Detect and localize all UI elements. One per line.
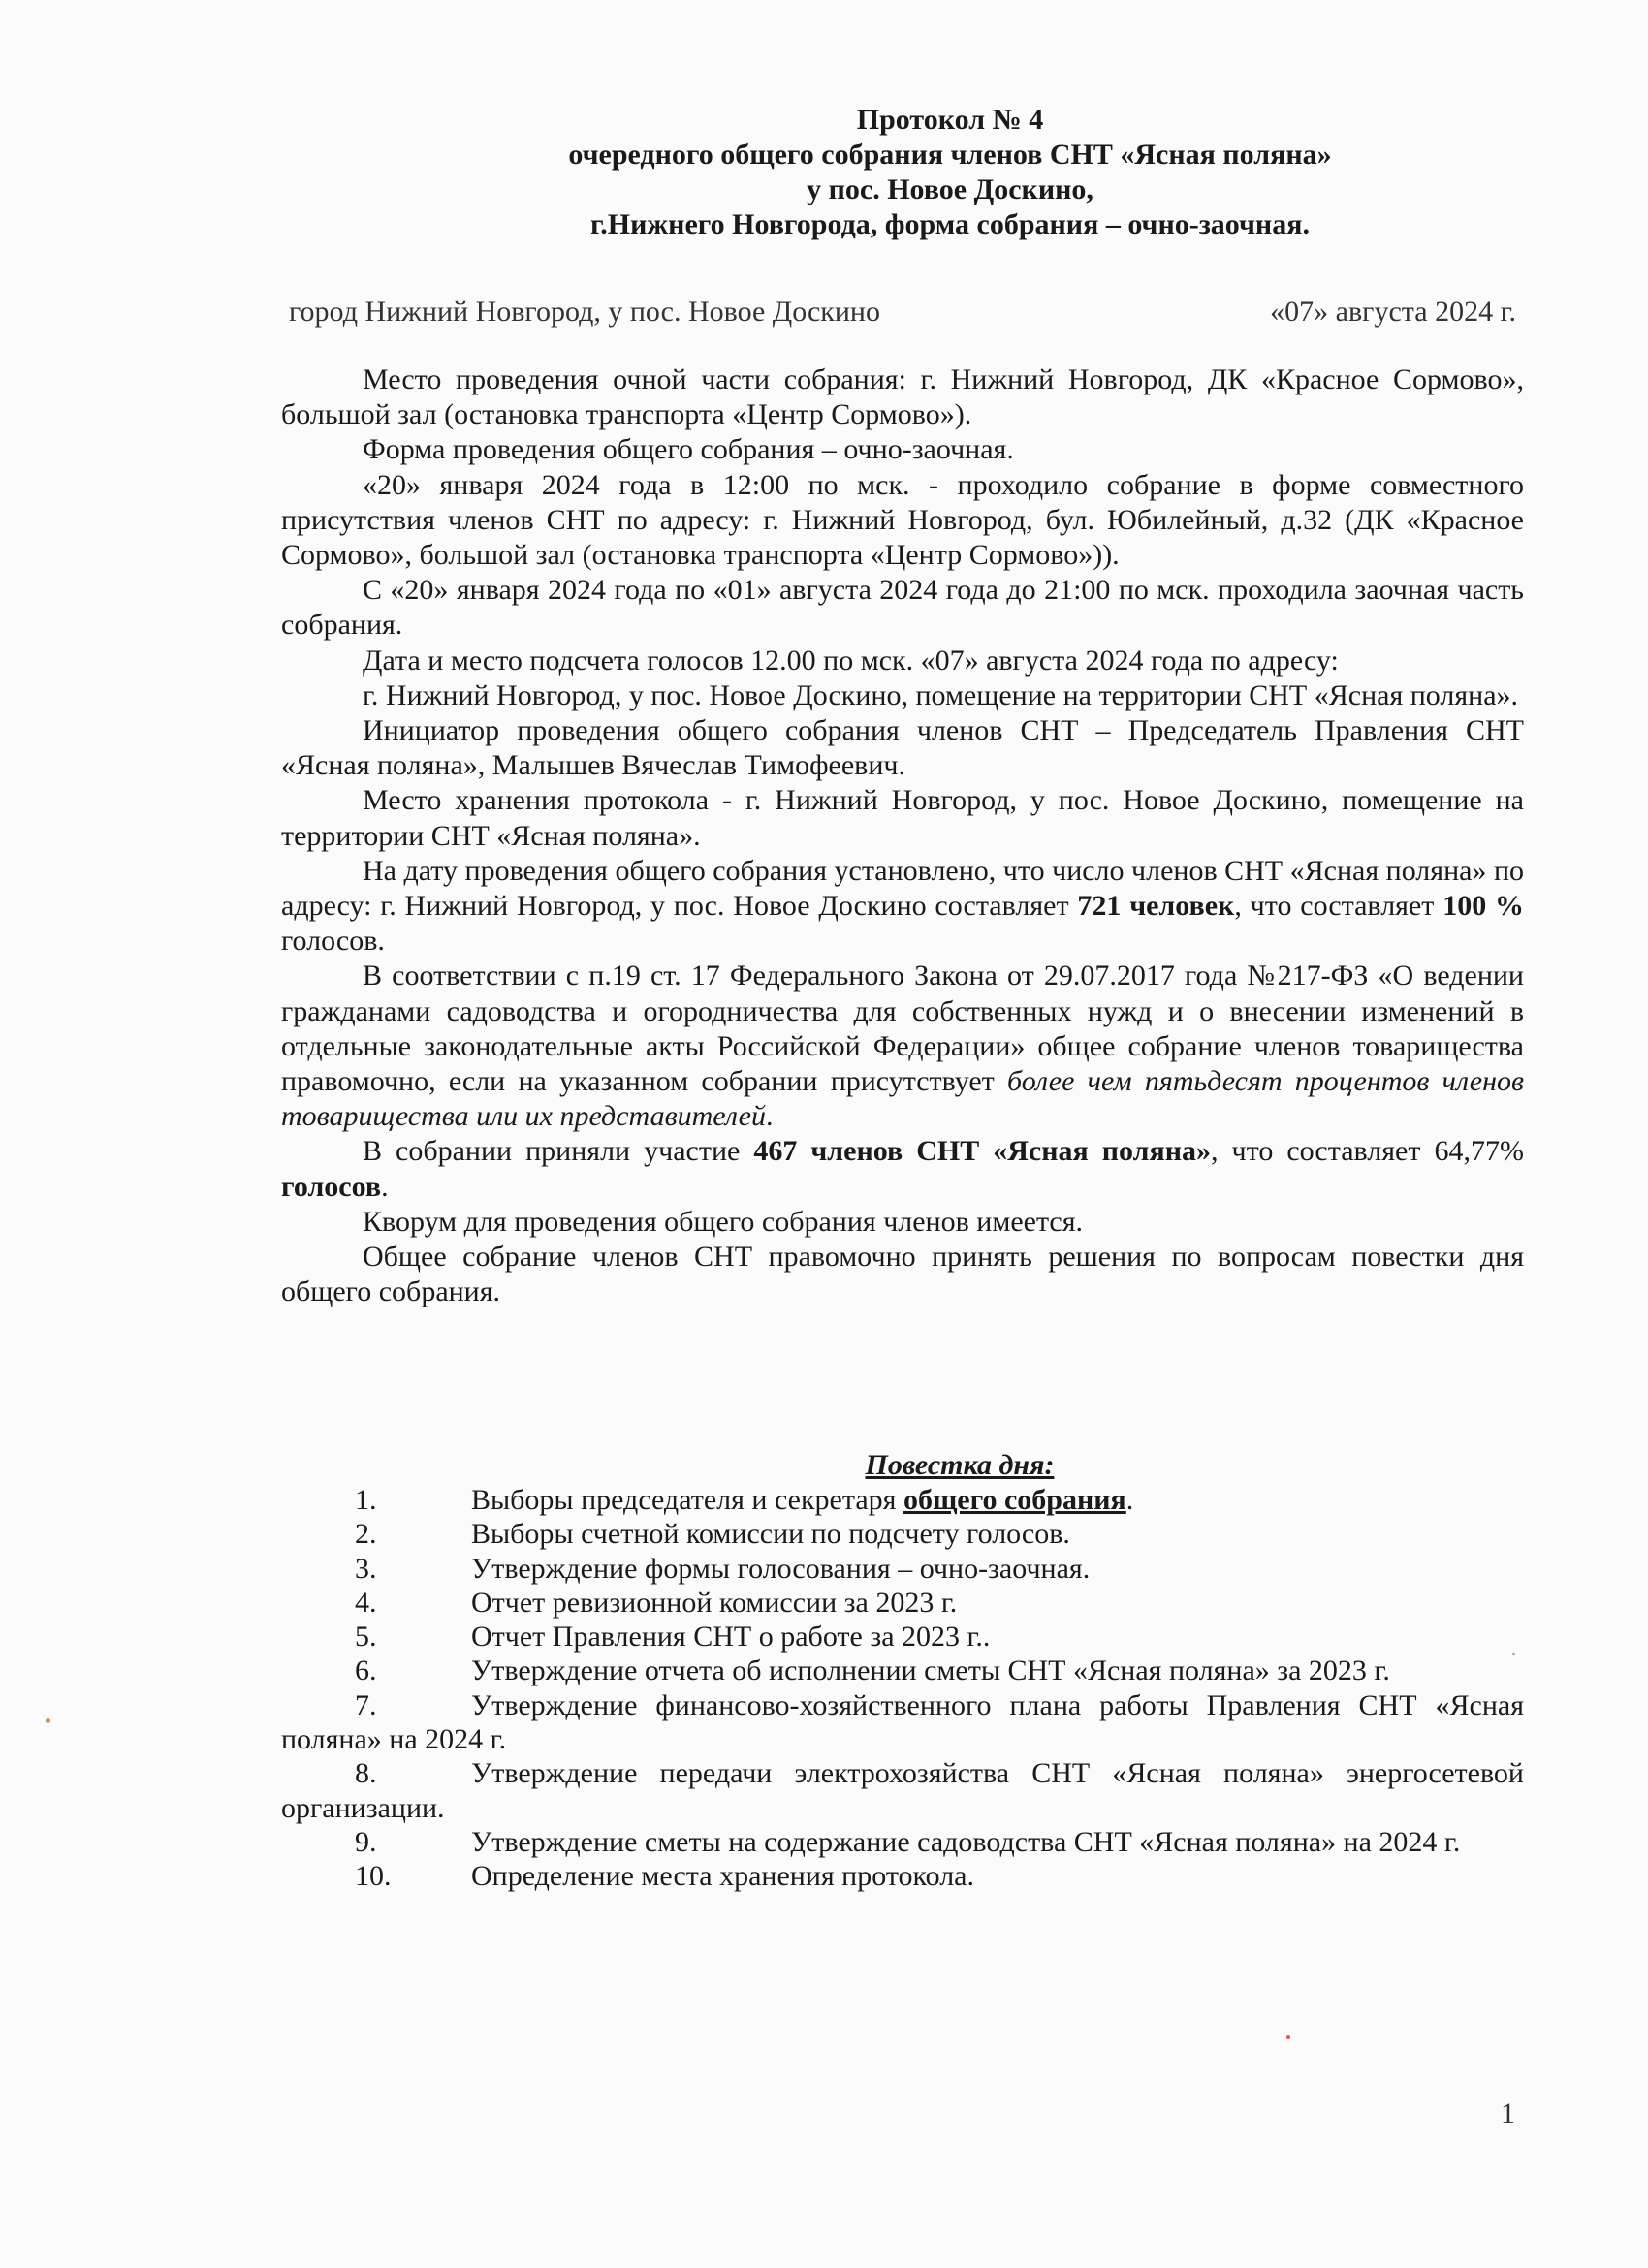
- agenda-item: [281, 1756, 1524, 1825]
- agenda-item-number: 3.: [355, 1552, 377, 1585]
- paragraph-storage: Место хранения протокола - г. Нижний Новгород, у пос. Новое Доскино, помещение на территории СНТ «Ясная поляна».: [281, 784, 1524, 852]
- paragraph-count-date: Дата и место подсчета голосов 12.00 по мск. «07» августа 2024 года по адресу:: [363, 644, 1339, 677]
- agenda-item-label: Отчет ревизионной комиссии за 2023 г.: [471, 1586, 958, 1619]
- protocol-body: [281, 362, 1524, 1309]
- agenda-item-number: 6.: [355, 1654, 377, 1687]
- agenda-item-label: Выборы счетной комиссии по подсчету голосов.: [471, 1518, 1070, 1551]
- paragraph-absentee: С «20» января 2024 года по «01» августа 2024 года до 21:00 по мск. проходила заочная часть собрания.: [281, 574, 1524, 642]
- agenda-item-label: Утверждение передачи электрохозяйства СНТ «Ясная поляна» энергосетевой организации.: [281, 1757, 1524, 1824]
- agenda-item-text: [281, 1688, 1524, 1757]
- agenda-item-text: [281, 1654, 1524, 1687]
- agenda-item: [281, 1620, 1524, 1654]
- agenda-item-emphasis: общего собрания: [903, 1484, 1126, 1516]
- paragraph-venue: Место проведения очной части собрания: г. Нижний Новгород, ДК «Красное Сормово», большой зал (остановка транспорта «Центр Сормово»).: [281, 363, 1524, 431]
- members-text: На дату проведения общего собрания установлено, что число членов СНТ «Ясная поляна» по адресу: г. Нижний Новгород, у пос. Новое Доскино составляет: [281, 854, 1524, 923]
- title-line-3: у пос. Новое Доскино,: [807, 173, 1093, 205]
- agenda-item-text: [281, 1756, 1524, 1825]
- agenda-item-label: Утверждение сметы на содержание садоводства СНТ «Ясная поляна» на 2024 г.: [471, 1825, 1461, 1858]
- agenda-item-text: [281, 1483, 1524, 1517]
- law-text: В соответствии с п.19 ст. 17 Федерального Закона от 29.07.2017 года №217-ФЗ «О ведении гражданами садоводства и огородничества для собственных нужд и о внесении изменений в отдельные законодательные акты Российской Федерации» общее собрание членов товарищества правомочно, если на указанном собрании присутствует: [281, 960, 1524, 1098]
- agenda-item-label: Выборы председателя и секретаря: [471, 1484, 903, 1516]
- participation-count: 467 членов СНТ «Ясная поляна»: [753, 1135, 1211, 1168]
- participation-votes: голосов: [281, 1170, 382, 1203]
- agenda-item: [281, 1483, 1524, 1517]
- agenda-item-number: 10.: [355, 1860, 392, 1893]
- agenda-item-number: 4.: [355, 1586, 377, 1619]
- scan-speck: [1512, 1653, 1515, 1655]
- agenda-item: [281, 1517, 1524, 1551]
- agenda-item-label: Определение места хранения протокола.: [471, 1860, 974, 1893]
- agenda-heading-text: Повестка дня:: [865, 1449, 1055, 1481]
- agenda-item-text: [281, 1517, 1524, 1551]
- paragraph-competence: Общее собрание членов СНТ правомочно принять решения по вопросам повестки дня общего собрания.: [281, 1241, 1524, 1308]
- paragraph-members: [281, 854, 1524, 960]
- agenda-item: [281, 1552, 1524, 1586]
- title-line-1: Протокол № 4: [856, 104, 1044, 136]
- paragraph-count-address: г. Нижний Новгород, у пос. Новое Доскино, помещение на территории СНТ «Ясная поляна».: [363, 678, 1519, 711]
- agenda-item-number: 5.: [355, 1621, 377, 1654]
- protocol-title: [523, 103, 1377, 242]
- agenda-item-tail: .: [1125, 1484, 1134, 1516]
- members-text-3: голосов.: [281, 925, 385, 958]
- agenda-item-number: 9.: [355, 1825, 377, 1858]
- agenda-item-number: 8.: [355, 1757, 377, 1790]
- members-count: 721 человек: [1077, 890, 1235, 923]
- agenda-item-number: 7.: [355, 1688, 377, 1721]
- participation-text-2: , что составляет 64,77%: [1211, 1135, 1524, 1168]
- agenda-item-text: [281, 1825, 1524, 1859]
- paragraph-initiator: Инициатор проведения общего собрания членов СНТ – Председатель Правления СНТ «Ясная поляна», Малышев Вячеслав Тимофеевич.: [281, 714, 1524, 782]
- agenda-item-label: Утверждение формы голосования – очно-заочная.: [471, 1552, 1091, 1585]
- paragraph-participation: [281, 1134, 1524, 1204]
- agenda-heading: [0, 1448, 1648, 1483]
- paragraph-law: [281, 959, 1524, 1134]
- agenda-item: [281, 1825, 1524, 1859]
- agenda-item-label: Отчет Правления СНТ о работе за 2023 г..: [471, 1621, 991, 1654]
- agenda-item-text: [281, 1859, 1524, 1893]
- agenda-item-label: Утверждение отчета об исполнении сметы СНТ «Ясная поляна» за 2023 г.: [471, 1654, 1390, 1687]
- members-percent: 100 %: [1442, 890, 1525, 923]
- agenda-item-number: 2.: [355, 1518, 377, 1551]
- agenda-item-text: [281, 1552, 1524, 1586]
- participation-text-end: .: [381, 1170, 389, 1203]
- agenda-item-number: 1.: [355, 1484, 377, 1516]
- law-quorum-condition: более чем пятьдесят процентов членов товарищества или их представителей: [281, 1065, 1525, 1133]
- agenda-item-text: [281, 1620, 1524, 1654]
- scan-speck: [46, 1718, 50, 1723]
- agenda-list: [281, 1483, 1524, 1894]
- paragraph-quorum: Кворум для проведения общего собрания членов имеется.: [363, 1205, 1084, 1238]
- page-number: 1: [1501, 2097, 1515, 2129]
- title-line-4: г.Нижнего Новгорода, форма собрания – очно-заочная.: [590, 208, 1310, 240]
- agenda-item: [281, 1654, 1524, 1687]
- agenda-item: [281, 1688, 1524, 1757]
- members-text-2: , что составляет: [1234, 890, 1443, 923]
- scan-speck: [1286, 2035, 1290, 2039]
- place-text: город Нижний Новгород, у пос. Новое Доскино: [289, 296, 880, 328]
- agenda-item: [281, 1859, 1524, 1893]
- law-text-end: .: [765, 1100, 774, 1133]
- paragraph-form: Форма проведения общего собрания – очно-заочная.: [363, 433, 1014, 466]
- agenda-item: [281, 1586, 1524, 1620]
- agenda-item-label: Утверждение финансово-хозяйственного плана работы Правления СНТ «Ясная поляна» на 2024 г.: [281, 1688, 1524, 1756]
- paragraph-in-person: «20» января 2024 года в 12:00 по мск. - проходило собрание в форме совместного присутствия членов СНТ по адресу: г. Нижний Новгород, бул. Юбилейный, д.32 (ДК «Красное Сормово», большой зал (остановка транспорта «Центр Сормово»)).: [281, 468, 1524, 572]
- agenda-item-text: [281, 1586, 1524, 1620]
- date-text: «07» августа 2024 г.: [1270, 296, 1516, 328]
- title-line-2: очередного общего собрания членов СНТ «Ясная поляна»: [568, 139, 1332, 171]
- participation-text: В собрании приняли участие: [363, 1135, 754, 1168]
